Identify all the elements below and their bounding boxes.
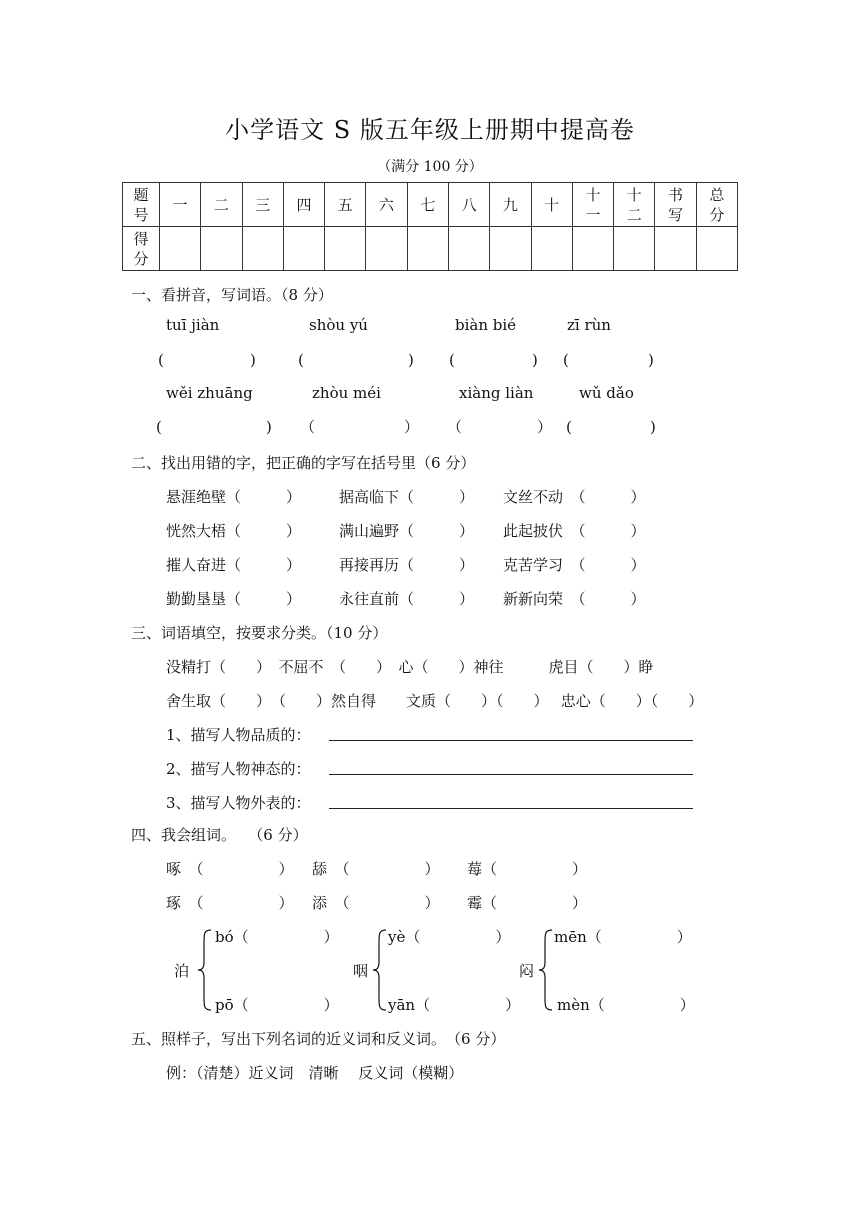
- answer-paren-close: ): [650, 418, 656, 436]
- list-item: 摧人奋进（ ）: [166, 556, 302, 574]
- answer-paren-open: (: [449, 351, 455, 369]
- table-cell: [614, 183, 655, 227]
- table-cell: [490, 183, 531, 227]
- column-header: 十一: [585, 185, 601, 224]
- list-item: 勤勤垦垦（ ）: [166, 590, 302, 608]
- score-cell[interactable]: [531, 227, 572, 271]
- answer-paren-close: ): [648, 351, 654, 369]
- score-cell[interactable]: [242, 227, 283, 271]
- table-cell: [242, 183, 283, 227]
- score-cell[interactable]: [160, 227, 201, 271]
- answer-line[interactable]: [329, 774, 693, 775]
- score-cell[interactable]: [366, 227, 407, 271]
- score-table: [122, 182, 738, 271]
- section-4-heading: 四、我会组词。 （6 分）: [131, 826, 308, 844]
- list-item: 克苦学习 （ ）: [503, 556, 646, 574]
- list-item: 啄 （ ）: [166, 860, 294, 878]
- pinyin-answer: bó（ ）: [215, 928, 339, 946]
- column-header: 一: [172, 195, 188, 214]
- pinyin-answer: mèn（ ）: [557, 996, 695, 1014]
- list-item: 再接再历（ ）: [339, 556, 475, 574]
- score-cell[interactable]: [407, 227, 448, 271]
- example-line: 例：（清楚）近义词 清晰 反义词（模糊）: [166, 1064, 464, 1082]
- fill-in-line: 舍生取（ ） （ ）然自得 文质（ ）（ ） 忠心（ ）（ ）: [166, 692, 704, 710]
- pinyin-item: xiàng liàn: [459, 384, 534, 402]
- column-header: 二: [213, 195, 229, 214]
- table-cell: [160, 183, 201, 227]
- table-cell: [696, 183, 737, 227]
- table-cell: [531, 183, 572, 227]
- column-header: 五: [337, 195, 353, 214]
- question-label: 3、描写人物外表的：: [166, 794, 311, 812]
- left-brace-icon: [372, 928, 388, 1012]
- pinyin-answer: yān（ ）: [388, 996, 521, 1014]
- answer-paren-close: ）: [404, 418, 420, 436]
- score-cell[interactable]: [614, 227, 655, 271]
- column-header: 总分: [709, 185, 725, 224]
- question-label: 2、描写人物神态的：: [166, 760, 311, 778]
- pinyin-item: zhòu méi: [312, 384, 381, 402]
- list-item: 舔 （ ）: [312, 860, 440, 878]
- score-cell[interactable]: [325, 227, 366, 271]
- answer-paren-close: ): [408, 351, 414, 369]
- list-item: 新新向荣 （ ）: [503, 590, 646, 608]
- answer-paren-close: ): [266, 418, 272, 436]
- table-cell: [123, 227, 160, 271]
- table-cell: [655, 183, 696, 227]
- page-title: 小学语文 S 版五年级上册期中提高卷: [225, 116, 635, 144]
- row-label-question: 题号: [133, 185, 149, 224]
- answer-paren-open: (: [158, 351, 164, 369]
- table-cell: [448, 183, 489, 227]
- question-label: 1、描写人物品质的：: [166, 726, 311, 744]
- polyphone-char: 咽: [353, 962, 369, 980]
- pinyin-item: wǔ dǎo: [579, 384, 634, 402]
- table-row: [123, 227, 738, 271]
- score-cell[interactable]: [696, 227, 737, 271]
- score-note: （满分 100 分）: [377, 159, 483, 175]
- table-cell: [201, 183, 242, 227]
- column-header: 四: [296, 195, 312, 214]
- pinyin-item: zī rùn: [567, 316, 611, 334]
- section-5-heading: 五、照样子，写出下列名词的近义词和反义词。 （6 分）: [131, 1030, 506, 1048]
- answer-line[interactable]: [329, 740, 693, 741]
- answer-paren-open: (: [566, 418, 572, 436]
- table-cell: [407, 183, 448, 227]
- column-header: 九: [502, 195, 518, 214]
- table-cell: [283, 183, 324, 227]
- answer-paren-open: (: [563, 351, 569, 369]
- column-header: 七: [420, 195, 436, 214]
- list-item: 满山遍野（ ）: [339, 522, 475, 540]
- answer-paren-open: （: [300, 418, 316, 436]
- pinyin-answer: yè（ ）: [388, 928, 511, 946]
- list-item: 据高临下（ ）: [339, 488, 475, 506]
- answer-paren-open: (: [298, 351, 304, 369]
- pinyin-answer: pō（ ）: [215, 996, 339, 1014]
- left-brace-icon: [538, 928, 554, 1012]
- score-cell[interactable]: [283, 227, 324, 271]
- column-header: 六: [379, 195, 395, 214]
- list-item: 此起披伏 （ ）: [503, 522, 646, 540]
- column-header: 三: [255, 195, 271, 214]
- answer-paren-close: ): [532, 351, 538, 369]
- table-cell: [366, 183, 407, 227]
- left-brace-icon: [197, 928, 213, 1012]
- list-item: 恍然大梧（ ）: [166, 522, 302, 540]
- answer-paren-open: （: [447, 418, 463, 436]
- column-header: 八: [461, 195, 477, 214]
- score-cell[interactable]: [655, 227, 696, 271]
- score-cell[interactable]: [572, 227, 613, 271]
- fill-in-line: 没精打（ ） 不屈不 （ ） 心（ ）神往 虎目（ ）睁: [166, 658, 654, 676]
- list-item: 琢 （ ）: [166, 894, 294, 912]
- list-item: 添 （ ）: [312, 894, 440, 912]
- table-cell: [572, 183, 613, 227]
- score-cell[interactable]: [201, 227, 242, 271]
- column-header: 十二: [626, 185, 642, 224]
- answer-line[interactable]: [329, 808, 693, 809]
- table-cell: [325, 183, 366, 227]
- pinyin-item: tuī jiàn: [166, 316, 220, 334]
- pinyin-item: biàn bié: [455, 316, 517, 334]
- polyphone-char: 泊: [174, 962, 190, 980]
- table-cell: [123, 183, 160, 227]
- section-1-heading: 一、看拼音，写词语。（8 分）: [131, 286, 333, 304]
- list-item: 永往直前（ ）: [339, 590, 475, 608]
- polyphone-char: 闷: [519, 962, 535, 980]
- list-item: 文丝不动 （ ）: [503, 488, 646, 506]
- list-item: 莓（ ）: [467, 860, 588, 878]
- row-label-score: 得分: [133, 229, 149, 268]
- answer-paren-close: ）: [537, 418, 553, 436]
- section-2-heading: 二、找出用错的字，把正确的字写在括号里（6 分）: [131, 454, 476, 472]
- table-row: [123, 183, 738, 227]
- column-header: 书写: [668, 185, 684, 224]
- score-cell[interactable]: [490, 227, 531, 271]
- list-item: 霉（ ）: [467, 894, 588, 912]
- list-item: 悬涯绝壁（ ）: [166, 488, 302, 506]
- answer-paren-open: (: [156, 418, 162, 436]
- pinyin-item: wěi zhuāng: [166, 384, 253, 402]
- score-cell[interactable]: [448, 227, 489, 271]
- section-3-heading: 三、词语填空，按要求分类。（10 分）: [131, 624, 388, 642]
- column-header: 十: [544, 195, 560, 214]
- answer-paren-close: ): [250, 351, 256, 369]
- pinyin-answer: mēn（ ）: [554, 928, 692, 946]
- pinyin-item: shòu yú: [309, 316, 368, 334]
